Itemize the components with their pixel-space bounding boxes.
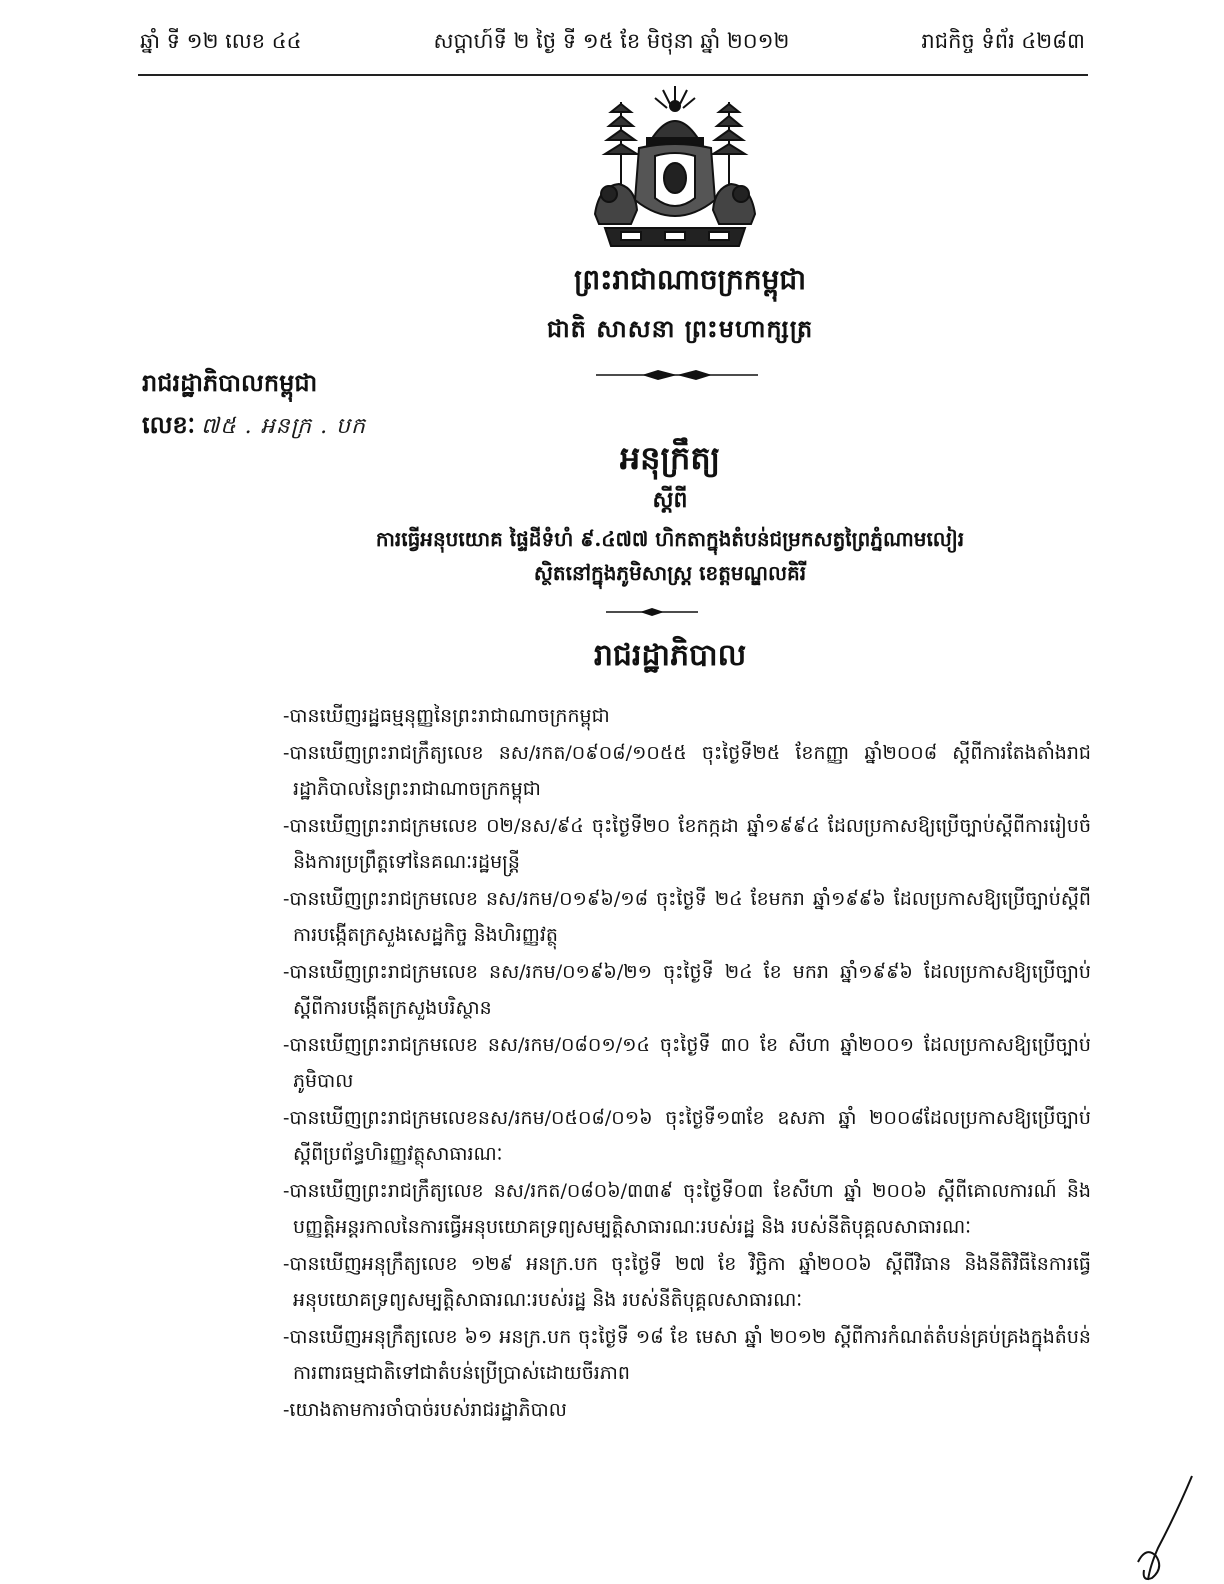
clause-item: -បានឃើញរដ្ឋធម្មនុញ្ញនៃព្រះរាជាណាចក្រកម្ពុជា: [283, 705, 610, 727]
kingdom-title: ព្រះរាជាណាចក្រកម្ពុជា: [573, 263, 806, 296]
clause-item: -បានឃើញព្រះរាជក្រឹត្យលេខ នស/រកត/០៨០៦/៣៣៩ ចុះថ្ងៃទី០៣ ខែសីហា ឆ្នាំ ២០០៦ ស្តីពីគោលការណ៍ និងបញ្ញត្តិអន្តរកាលនៃការធ្វើអនុបយោគទ្រព្យសម្បត្តិសាធារណៈរបស់រដ្ឋ និង របស់នីតិបុគ្គលសាធារណៈ: [283, 1179, 1091, 1238]
clause-item: -បានឃើញព្រះរាជក្រមលេខ ០២/នស/៩៤ ចុះថ្ងៃទី២០ ខែកក្កដា ឆ្នាំ១៩៩៤ ដែលប្រកាសឱ្យប្រើច្បាប់ស្តីពីការរៀបចំ និងការប្រព្រឹត្តទៅនៃគណៈរដ្ឋមន្ត្រី: [283, 814, 1091, 873]
royal-coat-of-arms-emblem: [585, 82, 765, 252]
subject-line-1: ការធ្វើអនុបយោគ ផ្ទៃដីទំហំ ៩.៤៧៧ ហិកតាក្នុងតំបន់ជម្រកសត្វព្រៃភ្នំណាមលៀរ: [375, 527, 965, 551]
handwritten-signature-mark: [1120, 1470, 1220, 1584]
gazette-header: [140, 28, 1085, 59]
about-label: ស្តីពី: [652, 487, 688, 513]
issuer-name: រាជរដ្ឋាភិបាលកម្ពុជា: [142, 368, 318, 397]
gazette-year-issue: ឆ្នាំ ទី ១២ លេខ ៤៤: [140, 29, 302, 53]
document-type-title: អនុក្រឹត្យ: [619, 439, 721, 477]
clause-item: -បានឃើញព្រះរាជក្រមលេខនស/រកម/០៥០៨/០១៦ ចុះថ្ងៃទី១៣ខែ ឧសភា ឆ្នាំ ២០០៨ដែលប្រកាសឱ្យប្រើច្បាប់ស្តីពីប្រព័ន្ធហិរញ្ញវត្ថុសាធារណៈ: [283, 1106, 1091, 1165]
document-number-label: លេខៈ: [142, 410, 196, 439]
subject-line-2: ស្ថិតនៅក្នុងភូមិសាស្ត្រ ខេត្តមណ្ឌលគិរី: [533, 561, 807, 585]
clause-item: -បានឃើញព្រះរាជក្រមលេខ នស/រកម/០៨០១/១៤ ចុះថ្ងៃទី ៣០ ខែ សីហា ឆ្នាំ២០០១ ដែលប្រកាសឱ្យប្រើច្បាប់ភូមិបាល: [283, 1033, 1091, 1092]
gazette-page-number: រាជកិច្ច ទំព័រ ៤២៨៣: [921, 29, 1085, 53]
motto-ornament-divider: [596, 368, 758, 382]
government-section-title: រាជរដ្ឋាភិបាល: [593, 638, 747, 673]
preamble-clauses: [283, 698, 1091, 1428]
subject-ornament-divider: [606, 606, 698, 618]
clause-item: -បានឃើញអនុក្រឹត្យលេខ ១២៩ អនក្រ.បក ចុះថ្ងៃទី ២៧ ខែ វិច្ឆិកា ឆ្នាំ២០០៦ ស្តីពីវិធាន និងនីតិវិធីនៃការធ្វើអនុបយោគទ្រព្យសម្បត្តិសាធារណៈរបស់រដ្ឋ និង របស់នីតិបុគ្គលសាធារណៈ: [283, 1252, 1091, 1311]
clause-item: -បានឃើញព្រះរាជក្រមលេខ នស/រកម/០១៩៦/២១ ចុះថ្ងៃទី ២៤ ខែ មករា ឆ្នាំ១៩៩៦ ដែលប្រកាសឱ្យប្រើច្បាប់ ស្តីពីការបង្កើតក្រសួងបរិស្ថាន: [283, 960, 1091, 1019]
clause-item: -បានឃើញអនុក្រឹត្យលេខ ៦១ អនក្រ.បក ចុះថ្ងៃទី ១៨ ខែ មេសា ឆ្នាំ ២០១២ ស្តីពីការកំណត់តំបន់គ្រប់គ្រងក្នុងតំបន់ការពារធម្មជាតិទៅជាតំបន់ប្រើប្រាស់ដោយចីរភាព: [283, 1325, 1091, 1384]
document-number: [142, 404, 366, 448]
document-number-handwritten: ៧៥ . អនក្រ . បក: [201, 414, 366, 439]
clause-item: -បានឃើញព្រះរាជក្រឹត្យលេខ នស/រកត/០៩០៨/១០៥៥ ចុះថ្ងៃទី២៥ ខែកញ្ញា ឆ្នាំ២០០៨ ស្តីពីការតែងតាំងរាជរដ្ឋាភិបាលនៃព្រះរាជាណាចក្រកម្ពុជា: [283, 741, 1091, 800]
clause-item: -បានឃើញព្រះរាជក្រមលេខ នស/រកម/០១៩៦/១៨ ចុះថ្ងៃទី ២៤ ខែមករា ឆ្នាំ១៩៩៦ ដែលប្រកាសឱ្យប្រើច្បាប់ស្តីពីការបង្កើតក្រសួងសេដ្ឋកិច្ច និងហិរញ្ញវត្ថុ: [283, 887, 1091, 946]
clause-item: -យោងតាមការចាំបាច់របស់រាជរដ្ឋាភិបាល: [283, 1398, 567, 1421]
national-motto: ជាតិ សាសនា ព្រះមហាក្សត្រ: [546, 314, 814, 343]
issuer-block: [142, 362, 366, 448]
header-divider: [138, 74, 1088, 76]
gazette-date: សប្តាហ៍ទី ២ ថ្ងៃ ទី ១៥ ខែ មិថុនា ឆ្នាំ ២០១២: [433, 29, 790, 53]
decree-subject: [230, 522, 1110, 590]
